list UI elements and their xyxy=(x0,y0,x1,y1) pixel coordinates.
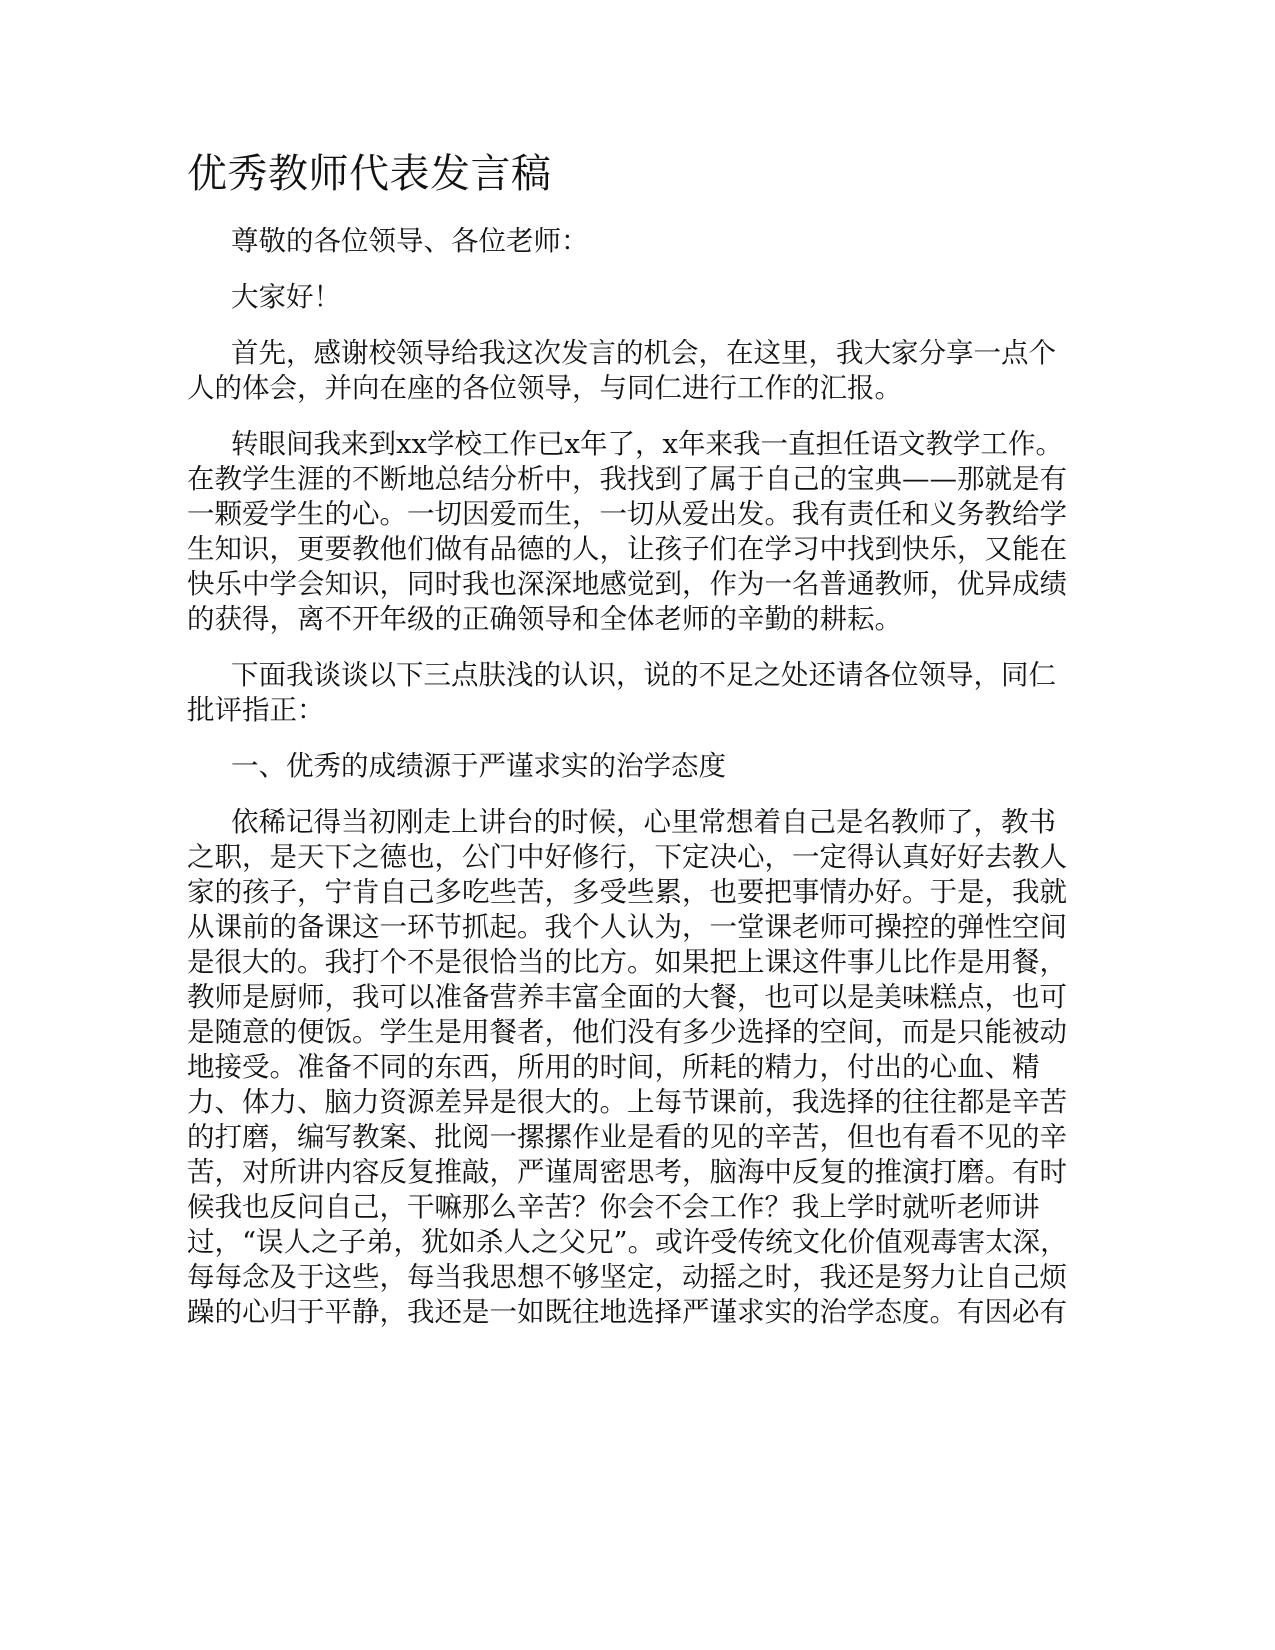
paragraph-intro: 首先，感谢校领导给我这次发言的机会，在这里，我大家分享一点个人的体会，并向在座的各位领导，与同仁进行工作的汇报。 xyxy=(187,337,1056,404)
paragraph-outline: 下面我谈谈以下三点肤浅的认识，说的不足之处还请各位领导，同仁批评指正： xyxy=(187,659,1056,726)
section-heading-1: 一、优秀的成绩源于严谨求实的治学态度 xyxy=(231,750,726,782)
paragraph-section-1: 依稀记得当初刚走上讲台的时候，心里常想着自己是名教师了，教书之职，是天下之德也，公门中好修行，下定决心，一定得认真好好去教人家的孩子，宁肯自己多吃些苦，多受些累，也要把事情办好。于是，我就从课前的备课这一环节抓起。我个人认为，一堂课老师可操控的弹性空间是很大的。我打个不是很恰当的比方。如果把上课这件事儿比作是用餐，教师是厨师，我可以准备营养丰富全面的大餐，也可以是美味糕点，也可是随意的便饭。学生是用餐者，他们没有多少选择的空间，而是只能被动地接受。准备不同的东西，所用的时间，所耗的精力，付出的心血、精力、体力、脑力资源差异是很大的。上每节课前，我选择的往往都是辛苦的打磨，编写教案、批阅一摞摞作业是看的见的辛苦，但也有看不见的辛苦，对所讲内容反复推敲，严谨周密思考，脑海中反复的推演打磨。有时候我也反问自己，干嘛那么辛苦？你会不会工作？我上学时就听老师讲过，“误人之子弟，犹如杀人之父兄”。或许受传统文化价值观毒害太深，每每念及于这些，每当我思想不够坚定，动摇之时，我还是努力让自己烦躁的心归于平静，我还是一如既往地选择严谨求实的治学态度。有因必有 xyxy=(187,806,1068,1328)
greeting: 大家好！ xyxy=(231,281,341,313)
salutation: 尊敬的各位领导、各位老师： xyxy=(231,225,589,257)
document-body xyxy=(187,146,1077,1351)
document-title: 优秀教师代表发言稿 xyxy=(187,151,552,197)
paragraph-experience: 转眼间我来到xx学校工作已x年了，x年来我一直担任语文教学工作。在教学生涯的不断地总结分析中，我找到了属于自己的宝典——那就是有一颗爱学生的心。一切因爱而生，一切从爱出发。我有责任和义务教给学生知识，更要教他们做有品德的人，让孩子们在学习中找到快乐，又能在快乐中学会知识，同时我也深深地感觉到，作为一名普通教师，优异成绩的获得，离不开年级的正确领导和全体老师的辛勤的耕耘。 xyxy=(187,428,1067,635)
